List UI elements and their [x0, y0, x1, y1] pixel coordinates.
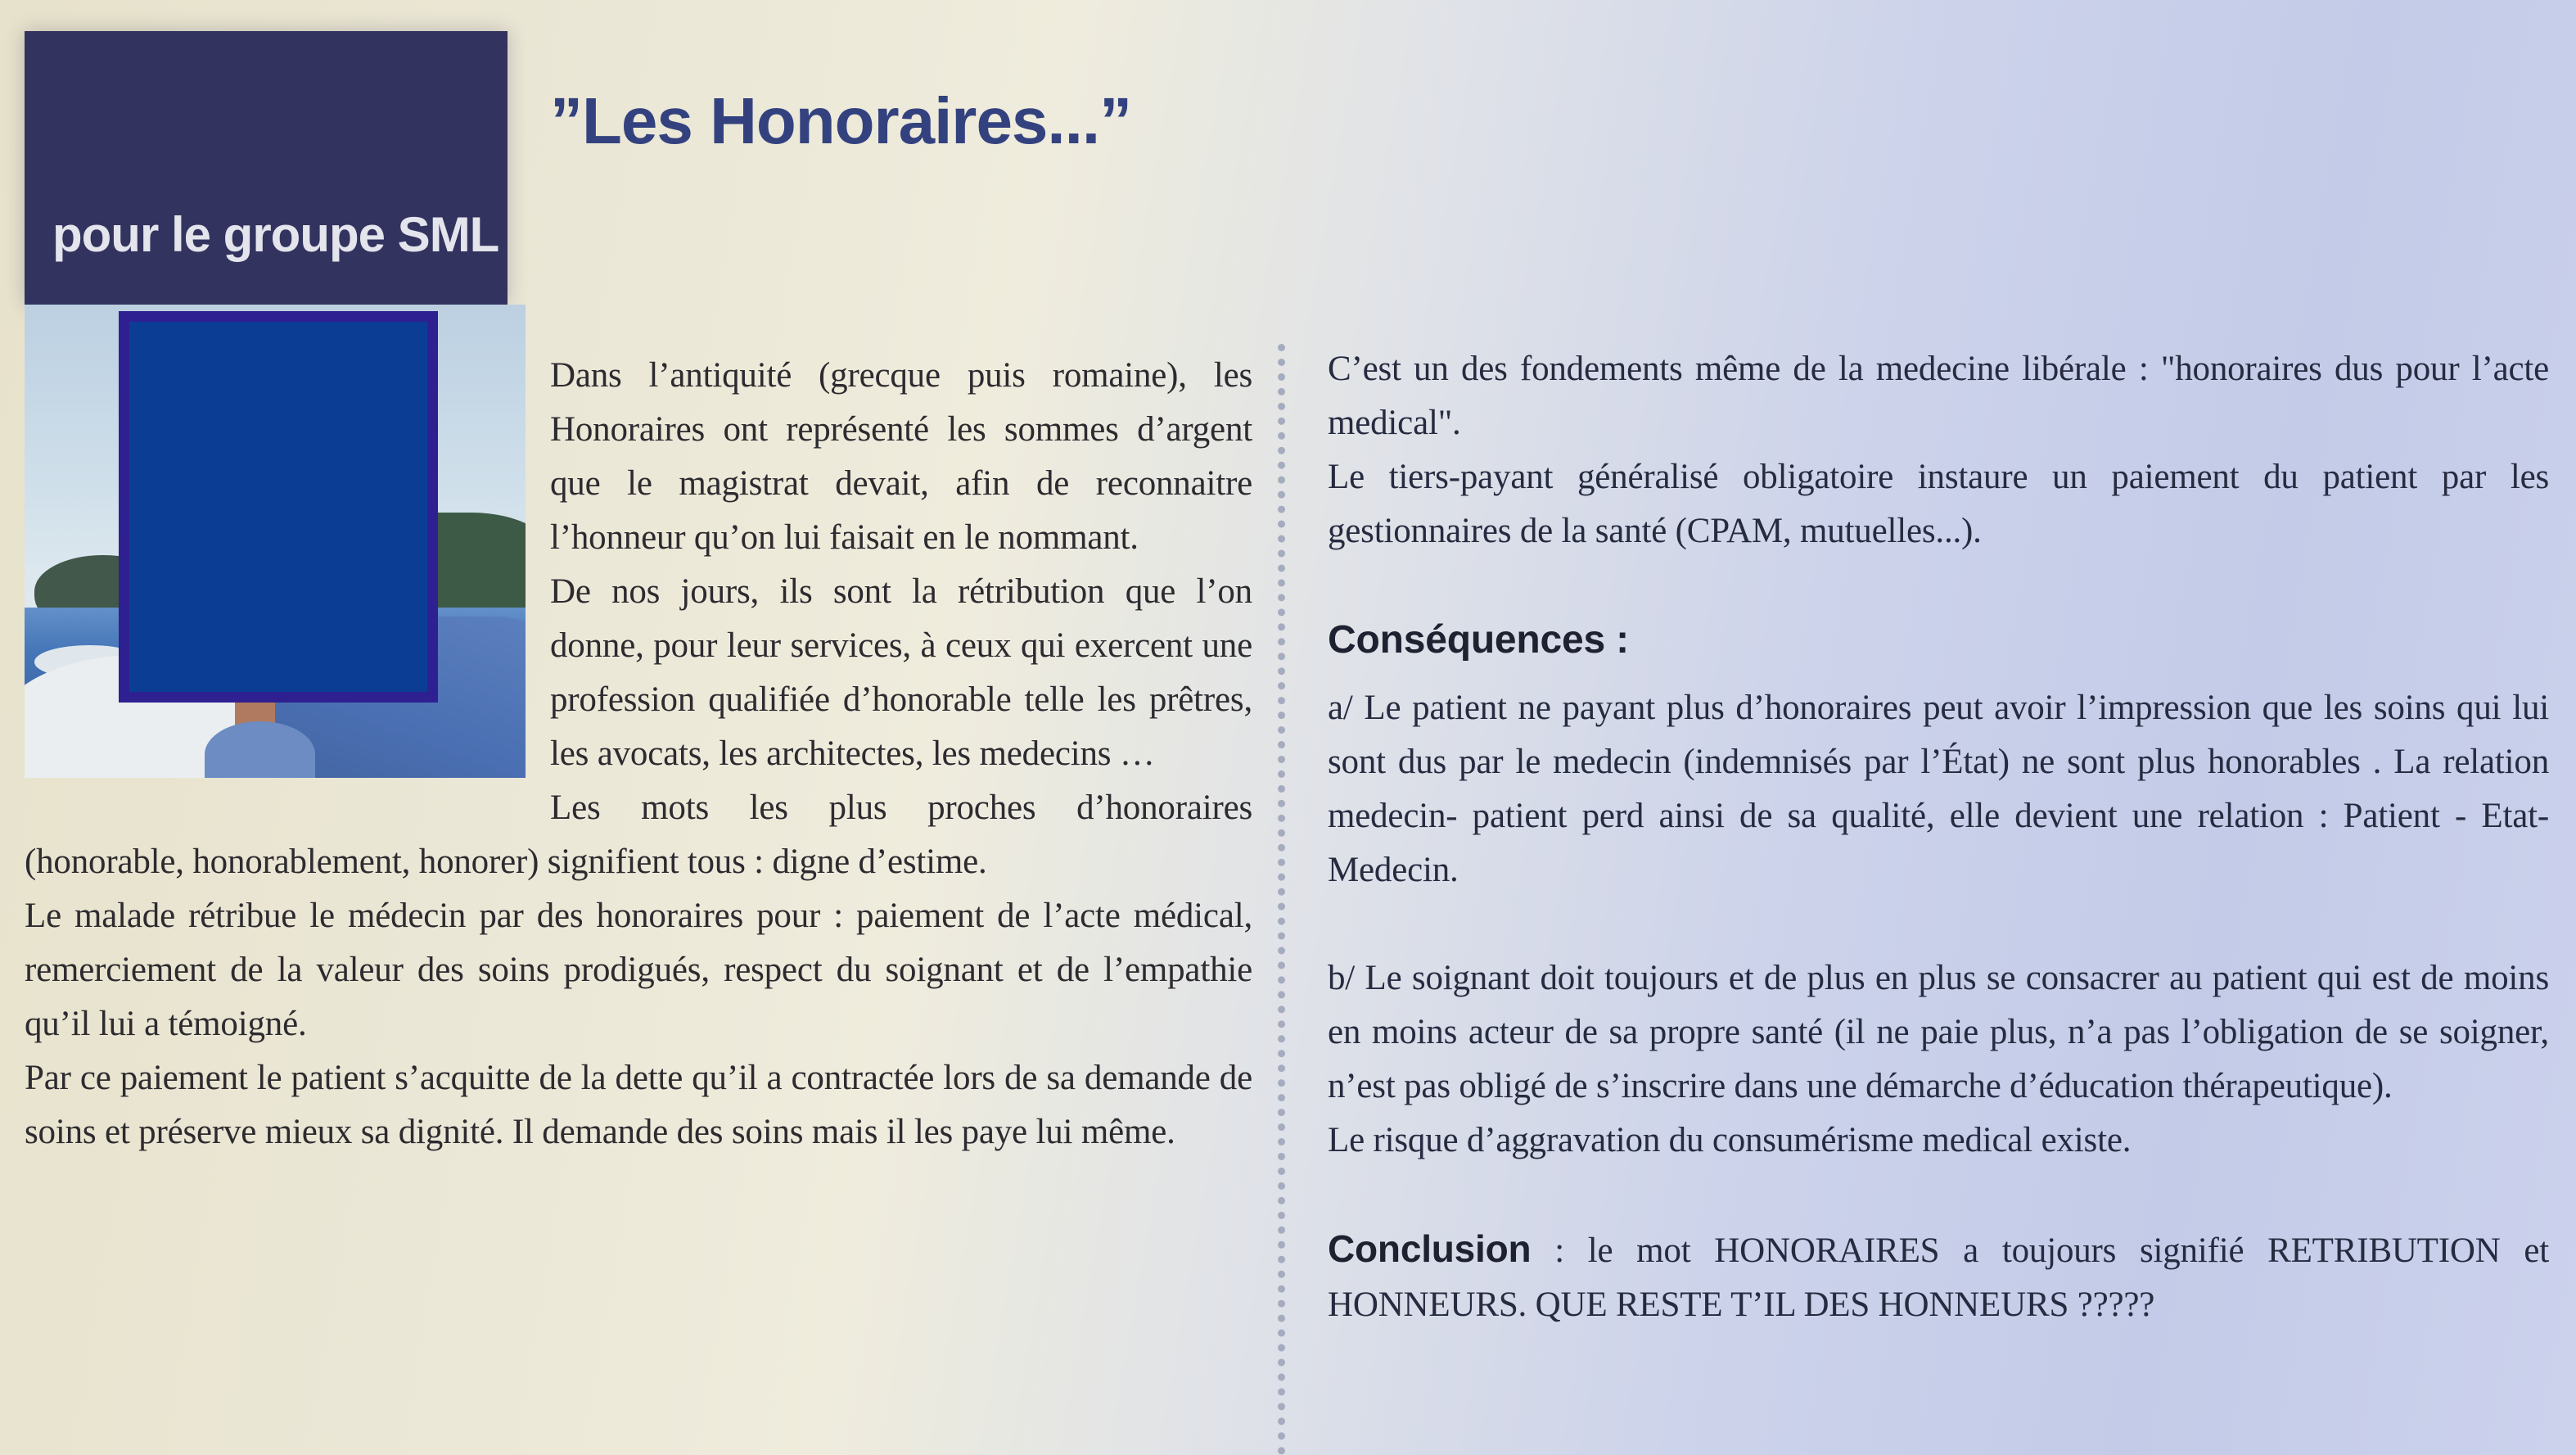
consequences-heading: Conséquences : [1328, 618, 1629, 662]
media-stack [25, 31, 526, 778]
conclusion-label: Conclusion [1328, 1227, 1532, 1270]
paragraph-antiquite: Dans l’antiquité (grecque puis romaine), les Honoraires ont représenté les sommes d’argent que le magistrat devait, afin de reconnaitre l’honneur qu’on lui faisait en le nommant. [550, 356, 1252, 557]
paragraph-fondements: C’est un des fondements même de la medecine libérale : "honoraires dus pour l’acte medical". [1328, 350, 2549, 442]
group-header-box [25, 31, 508, 305]
paragraph-de-nos-jours: De nos jours, ils sont la rétribution que l’on donne, pour leur services, à ceux qui exercent une profession qualifiée d’honorable telle les prêtres, les avocats, les architectes, les medecins … [550, 572, 1252, 773]
paragraph-risque-consumerisme: Le risque d’aggravation du consumérisme medical existe. [1328, 1121, 2132, 1159]
author-photo [25, 305, 526, 778]
paragraph-consequence-a: a/ Le patient ne payant plus d’honoraires peut avoir l’impression que les soins qui lui sont dus par le medecin (indemnisés par l’État) ne sont plus honorables . La relation medecin- patient perd ainsi de sa qualité, elle devient une relation : Patient - Etat- Medecin. [1328, 689, 2549, 889]
right-column [1328, 342, 2549, 1455]
face-redaction-rectangle [119, 311, 438, 703]
paragraph-mots-proches: Les mots les plus proches d’honoraires (honorable, honorablement, honorer) signifient tous : digne d’estime. [25, 789, 1252, 881]
paragraph-tiers-payant: Le tiers-payant généralisé obligatoire instaure un paiement du patient par les gestionnaires de la santé (CPAM, mutuelles...). [1328, 458, 2549, 550]
conclusion-paragraph [1328, 1222, 2549, 1332]
paragraph-malade-retribue: Le malade rétribue le médecin par des honoraires pour : paiement de l’acte médical, remerciement de la valeur des soins prodigués, respect du soignant et de l’empathie qu’il lui a témoigné. [25, 897, 1252, 1043]
column-divider-dotted-line [1278, 344, 1285, 1455]
paragraph-par-ce-paiement: Par ce paiement le patient s’acquitte de la dette qu’il a contractée lors de sa demande de soins et préserve mieux sa dignité. Il demande des soins mais il les paye lui même. [25, 1059, 1252, 1151]
conclusion-text: : le mot HONORAIRES a toujours signifié RETRIBUTION et HONNEURS. QUE RESTE T’IL DES HONNEURS ????? [1328, 1231, 2549, 1324]
group-badge-label: pour le groupe SML [52, 207, 499, 262]
left-column [25, 31, 1252, 1448]
paragraph-consequence-b: b/ Le soignant doit toujours et de plus en plus se consacrer au patient qui est de moins en moins acteur de sa propre santé (il ne paie plus, n’a pas l’obligation de se soigner, n’est pas obligé de s’inscrire dans une démarche d’éducation thérapeutique). [1328, 959, 2549, 1105]
article-title: ”Les Honoraires...” [550, 84, 1132, 157]
